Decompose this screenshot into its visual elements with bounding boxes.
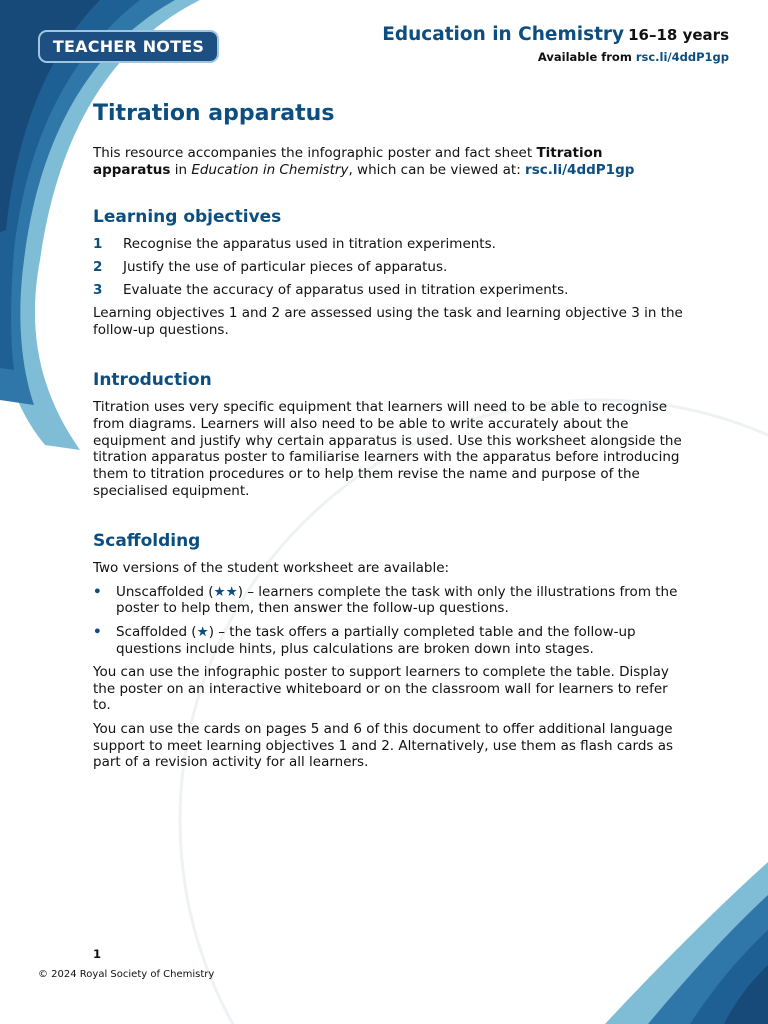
objective-text: Justify the use of particular pieces of apparatus. [123,258,448,275]
learning-objectives-heading: Learning objectives [93,206,282,227]
objective-number: 3 [93,282,103,299]
copyright-notice: © 2024 Royal Society of Chemistry [38,969,215,980]
bullet-icon: • [93,583,102,600]
list-item: • Scaffolded (★) – the task offers a partially completed table and the follow-up questions include hints, plus calculations are broken down into stages. [93,623,636,657]
versions-list [93,584,683,658]
objectives-note: Learning objectives 1 and 2 are assessed using the task and learning objective 3 in the follow-up questions. [93,305,683,339]
brand-title: Education in Chemistry [382,24,625,45]
list-item [93,259,683,276]
objective-number: 2 [93,258,103,275]
intro-bold-title: Titration apparatus [93,145,603,178]
teacher-notes-badge: TEACHER NOTES [38,30,219,63]
list-item: • Unscaffolded (★★) – learners complete the task with only the illustrations from the poster to help them, then answer the follow-up questions. [93,583,678,617]
page-title: Titration apparatus [93,101,335,126]
available-label: Available from [537,50,632,64]
scaffolding-heading: Scaffolding [93,530,201,551]
page-number: 1 [93,947,102,961]
available-link[interactable]: rsc.li/4ddP1gp [635,50,729,64]
page-header [382,24,729,64]
main-content [93,101,683,778]
introduction-heading: Introduction [93,370,212,391]
objectives-list [93,236,683,299]
bullet-icon: • [93,623,102,640]
scaffolding-lead: Two versions of the student worksheet are available: [93,559,450,576]
poster-usage-paragraph: You can use the infographic poster to support learners to complete the table. Display the poster on an interactive whiteboard or on the classroom wall for learners to refer to. [93,663,669,714]
intro-paragraph: This resource accompanies the infographic poster and fact sheet Titration apparatus in Education in Chemistry, which can be viewed at: rsc.li/4ddP1gp [93,145,635,178]
cards-usage-paragraph: You can use the cards on pages 5 and 6 of this document to offer additional language support to meet learning objectives 1 and 2. Alternatively, use them as flash cards as part of a revision activity for all learners. [93,720,674,771]
age-range: 16–18 years [628,26,729,44]
objective-text: Recognise the apparatus used in titration experiments. [123,235,496,252]
objective-number: 1 [93,235,103,252]
introduction-text: Titration uses very specific equipment that learners will need to be able to recognise from diagrams. Learners will also need to be able to write accurately about the equipment and justify why certain apparatus is used. Use this worksheet alongside the titration apparatus poster to familiarise learners with the apparatus before introducing them to titration procedures or to help them revise the name and purpose of the specialised equipment. [93,399,682,500]
list-item [93,282,683,299]
objective-text: Evaluate the accuracy of apparatus used in titration experiments. [123,282,569,299]
intro-italic-title: Education in Chemistry [191,161,349,178]
intro-link[interactable]: rsc.li/4ddP1gp [525,161,635,178]
list-item [93,236,683,253]
star-rating-icon: ★ [196,623,209,640]
star-rating-icon: ★★ [213,583,238,600]
